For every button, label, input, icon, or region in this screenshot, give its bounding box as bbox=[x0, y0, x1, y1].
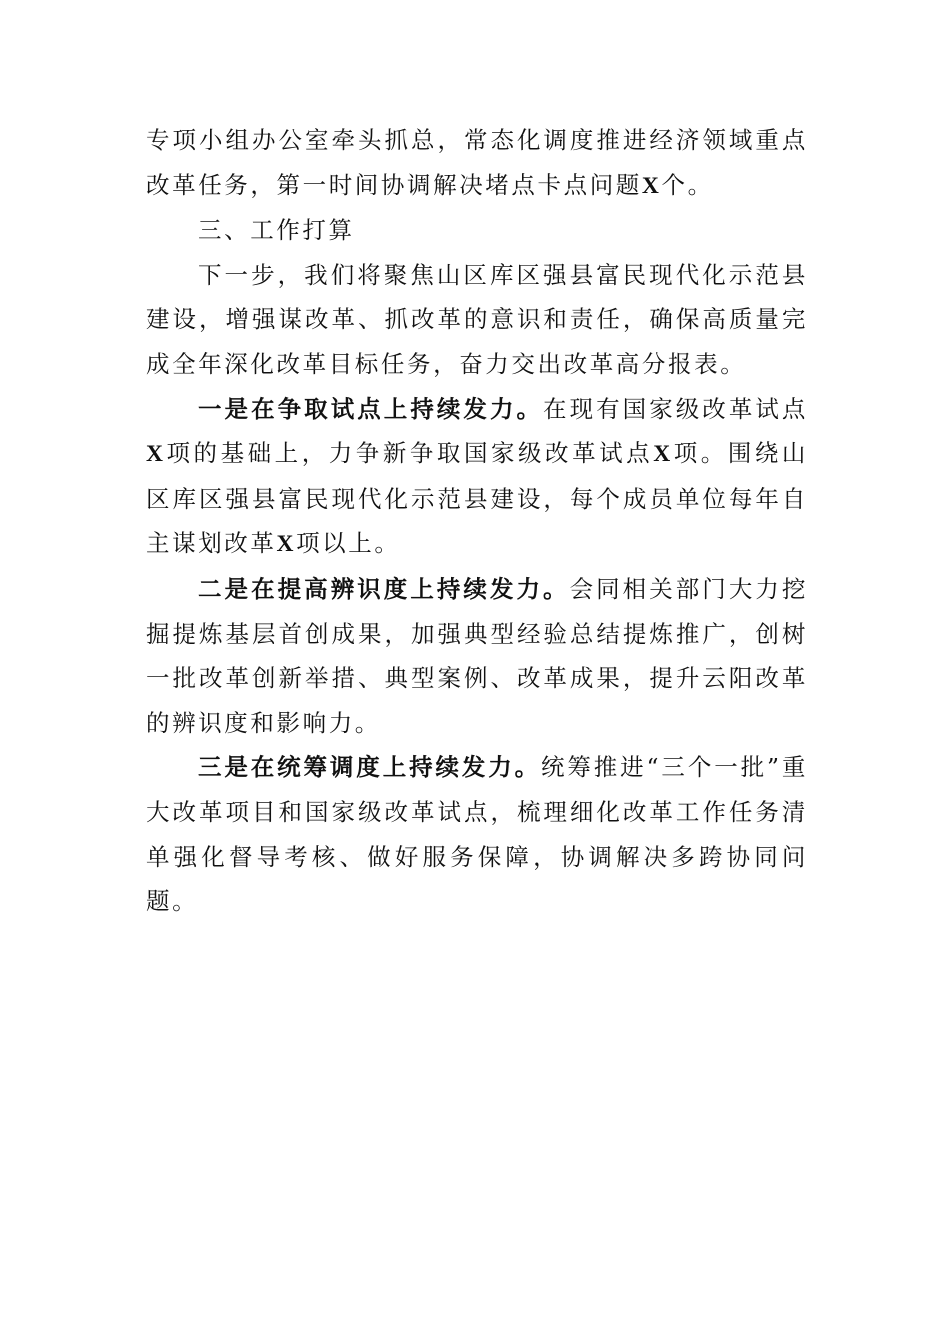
paragraph-item-3 bbox=[146, 745, 808, 923]
item-lead: 二是在提高辨识度上持续发力。 bbox=[198, 574, 570, 603]
section-heading: 三、工作打算 bbox=[198, 216, 355, 245]
document-page bbox=[146, 118, 808, 924]
paragraph-text: 项的基础上，力争新争取国家级改革试点 bbox=[165, 439, 654, 468]
paragraph-continuation bbox=[146, 118, 808, 208]
placeholder-x: X bbox=[653, 441, 673, 468]
paragraph-text: 专项小组办公室牵头抓总，常态化调度推进经济领域重点改革任务，第一时间协调解决堵点卡点问题 bbox=[146, 126, 808, 199]
paragraph-text: 项。围绕山区库区强县富民现代化示范县建设，每个成员单位每年自主谋划改革 bbox=[146, 439, 808, 558]
paragraph-text: 项以上。 bbox=[296, 529, 401, 558]
item-lead: 一是在争取试点上持续发力。 bbox=[198, 394, 544, 423]
paragraph-text: 在现有国家级改革试点 bbox=[543, 394, 808, 423]
placeholder-x: X bbox=[276, 531, 297, 558]
paragraph-item-2 bbox=[146, 567, 808, 745]
paragraph-text: 会同相关部门大力挖掘提炼基层首创成果，加强典型经验总结提炼推广，创树一批改革创新举措、典型案例、改革成果，提升云阳改革的辨识度和影响力。 bbox=[146, 574, 809, 737]
paragraph-text: 统筹推进“三个一批”重大改革项目和国家级改革试点，梳理细化改革工作任务清单强化督导考核、做好服务保障，协调解决多跨协同问题。 bbox=[146, 753, 808, 916]
placeholder-x: X bbox=[641, 172, 662, 199]
item-lead: 三是在统筹调度上持续发力。 bbox=[198, 753, 541, 782]
paragraph-intro: 下一步，我们将聚焦山区库区强县富民现代化示范县建设，增强谋改革、抓改革的意识和责任，确保高质量完成全年深化改革目标任务，奋力交出改革高分报表。 bbox=[146, 260, 808, 378]
placeholder-x: X bbox=[146, 441, 166, 468]
paragraph-text: 个。 bbox=[661, 170, 714, 199]
paragraph-item-1 bbox=[146, 387, 808, 567]
